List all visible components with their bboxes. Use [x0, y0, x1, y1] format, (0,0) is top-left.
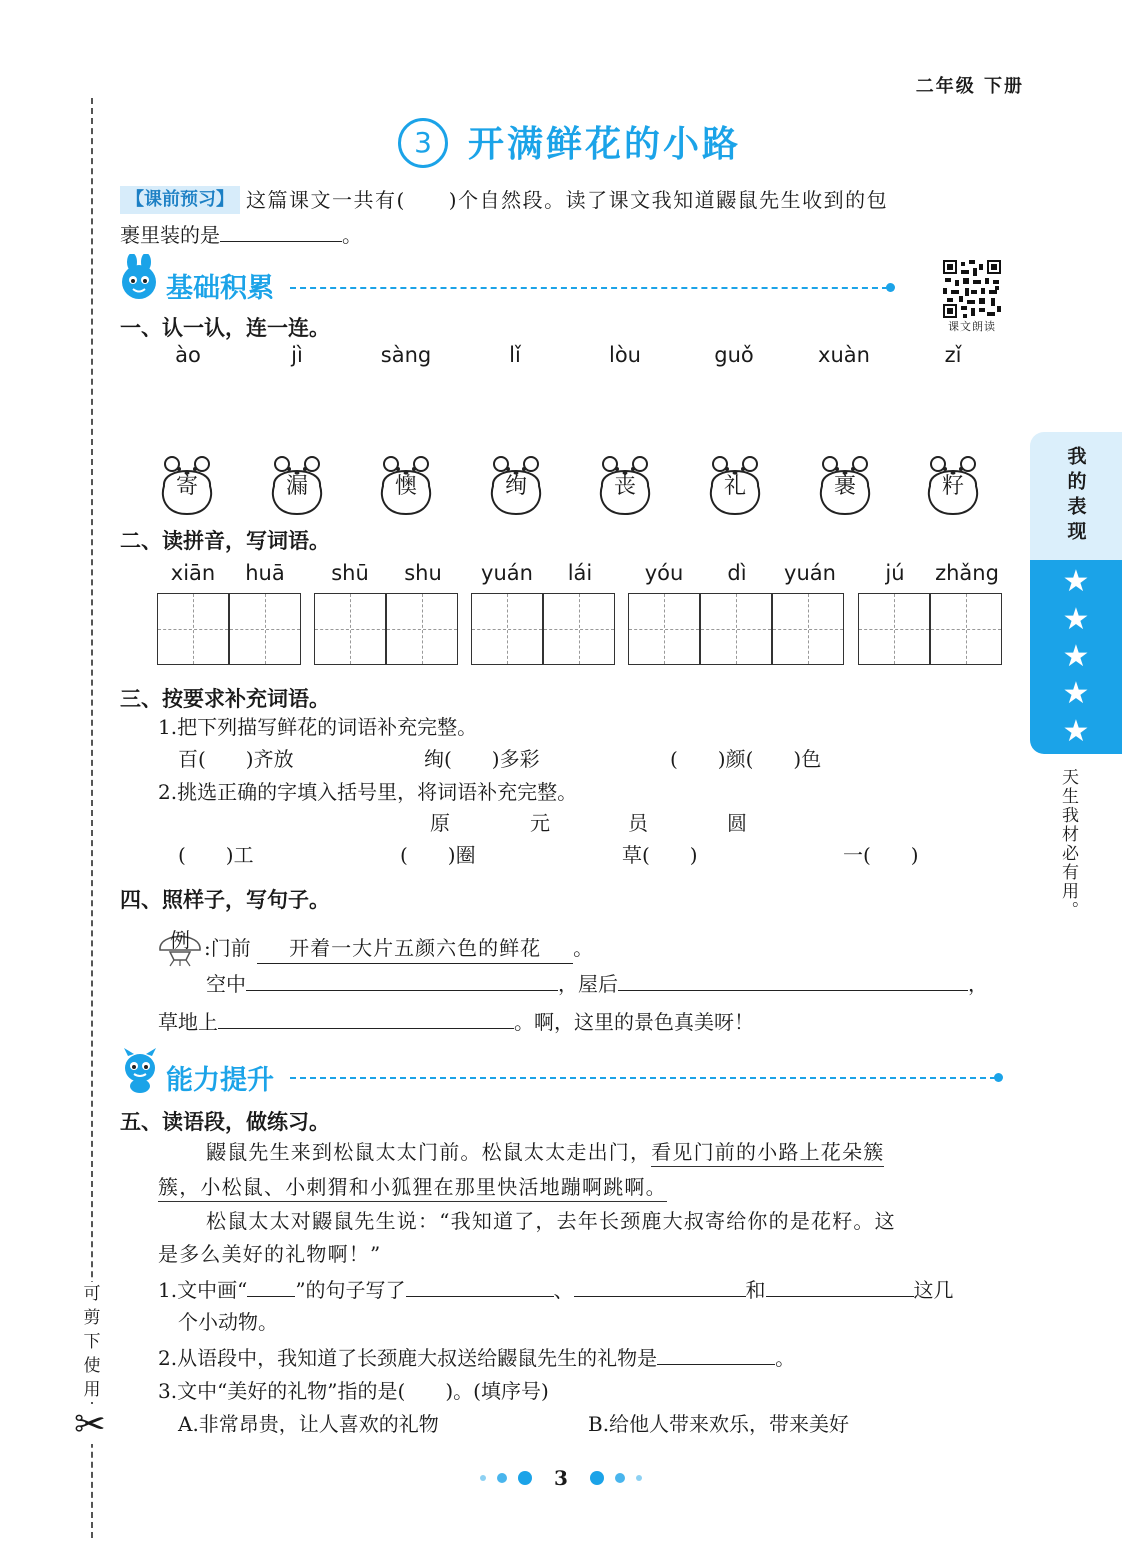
writing-cell[interactable]: [858, 593, 930, 665]
q1-title: 一、认一认，连一连。: [120, 316, 330, 340]
q3-item[interactable]: 一( ): [843, 843, 919, 867]
q5-blank[interactable]: [766, 1274, 914, 1297]
q2-pinyin: yuán: [481, 561, 533, 585]
q4-blank[interactable]: [618, 968, 968, 991]
mascot-icon: [118, 254, 160, 302]
writing-cell[interactable]: [229, 593, 301, 665]
divider-dot: [886, 283, 895, 292]
writing-cell[interactable]: [543, 593, 615, 665]
q2-pinyin: yóu: [644, 561, 684, 585]
q3-item[interactable]: ( )圈: [400, 843, 476, 867]
star-icon[interactable]: ★: [1062, 564, 1090, 600]
q3-title: 三、按要求补充词语。: [120, 687, 330, 711]
q1-pinyin: zǐ: [944, 343, 962, 367]
section-divider: [290, 287, 888, 289]
q5-blank[interactable]: [657, 1342, 775, 1365]
page-number: 3: [554, 1466, 568, 1490]
char-card[interactable]: 籽: [922, 452, 984, 520]
q2-pinyin: zhǎng: [935, 561, 999, 585]
q3-option: 原: [430, 811, 450, 835]
performance-panel: [1030, 432, 1122, 754]
performance-label-box: [1030, 432, 1122, 560]
q3-option: 员: [628, 811, 648, 835]
dot-icon: [615, 1473, 625, 1483]
writing-cell[interactable]: [386, 593, 458, 665]
q3-item[interactable]: 绚( )多彩: [424, 747, 540, 771]
q5-paragraph2b: 是多么美好的礼物啊！”: [158, 1242, 382, 1266]
lesson-number: 3: [398, 118, 448, 168]
qr-caption: 课文朗读: [948, 320, 996, 333]
q1-pinyin: lǐ: [509, 343, 521, 367]
q5-option-a[interactable]: A.非常昂贵，让人喜欢的礼物: [178, 1412, 439, 1436]
char-card[interactable]: 寄: [156, 452, 218, 520]
q2-title: 二、读拼音，写词语。: [120, 529, 330, 553]
q5-sub1: 1.文中画“ ”的句子写了 、 和 这几: [158, 1274, 954, 1305]
q2-pinyin: xiān: [170, 561, 216, 585]
writing-cell[interactable]: [157, 593, 229, 665]
example-line: :门前 开着一大片五颜六色的鲜花 。: [204, 933, 593, 964]
example-tag: 例: [170, 928, 190, 952]
dot-icon: [636, 1475, 642, 1481]
scissors-icon: ✂: [74, 1402, 106, 1446]
q2-pinyin: shu: [404, 561, 442, 585]
q3-option: 元: [530, 811, 550, 835]
char-card[interactable]: 绚: [485, 452, 547, 520]
q2-pinyin: huā: [245, 561, 285, 585]
writing-cell[interactable]: [700, 593, 772, 665]
q5-sub2: 2.从语段中，我知道了长颈鹿大叔送给鼹鼠先生的礼物是 。: [158, 1342, 795, 1373]
q3-item[interactable]: 草( ): [622, 843, 698, 867]
q3-item[interactable]: ( )颜( )色: [670, 747, 822, 771]
char-card[interactable]: 漏: [266, 452, 328, 520]
q3-item[interactable]: ( )工: [178, 843, 254, 867]
q4-line2: 草地上 。啊，这里的景色真美呀！: [158, 1006, 754, 1037]
star-rating[interactable]: [1030, 560, 1122, 754]
q3-item[interactable]: 百( )齐放: [178, 747, 294, 771]
q2-pinyin: yuán: [784, 561, 836, 585]
preview-blank[interactable]: [220, 219, 342, 242]
writing-cell[interactable]: [772, 593, 844, 665]
writing-cell[interactable]: [471, 593, 543, 665]
q5-sub1b: 个小动物。: [178, 1310, 278, 1334]
writing-cell[interactable]: [314, 593, 386, 665]
q4-blank[interactable]: [218, 1006, 514, 1029]
q5-blank[interactable]: [574, 1274, 746, 1297]
dot-icon: [497, 1473, 507, 1483]
star-icon[interactable]: ★: [1062, 676, 1090, 712]
q5-sub3: 3.文中“美好的礼物”指的是( )。(填序号): [158, 1379, 549, 1403]
q3-option: 圆: [727, 811, 747, 835]
preview-tag: 【课前预习】: [120, 186, 240, 214]
char-card[interactable]: 裹: [814, 452, 876, 520]
dot-icon: [480, 1475, 486, 1481]
q3-sub2: 2.挑选正确的字填入括号里，将词语补充完整。: [158, 780, 578, 804]
performance-label: 我的表现: [1064, 446, 1087, 546]
q1-pinyin: sàng: [380, 343, 432, 367]
q2-pinyin: dì: [727, 561, 747, 585]
q4-title: 四、照样子，写句子。: [120, 888, 330, 912]
q4-blank[interactable]: [246, 968, 558, 991]
page-number-bar: [0, 1466, 1122, 1490]
q2-pinyin: jú: [885, 561, 905, 585]
q5-option-b[interactable]: B.给他人带来欢乐，带来美好: [588, 1412, 850, 1436]
writing-cell[interactable]: [930, 593, 1002, 665]
section-basic-title: 基础积累: [166, 273, 274, 304]
q1-pinyin: lòu: [609, 343, 641, 367]
q4-line1: 空中 ，屋后 ，: [206, 968, 988, 999]
q1-pinyin: jì: [291, 343, 303, 367]
q5-title: 五、读语段，做练习。: [120, 1110, 330, 1134]
q5-paragraph1b: 簇，小松鼠、小刺猬和小狐狸在那里快活地蹦啊跳啊。: [158, 1172, 667, 1202]
q2-pinyin: lái: [567, 561, 593, 585]
section-ability-title: 能力提升: [166, 1065, 274, 1096]
q1-pinyin: ào: [175, 343, 201, 367]
q1-pinyin: xuàn: [818, 343, 870, 367]
motto: 天生我材必有用。: [1058, 768, 1078, 920]
section-divider: [290, 1077, 996, 1079]
divider-dot: [994, 1073, 1003, 1082]
preview-line2: 裹里装的是 。: [120, 219, 362, 250]
grade-label: 二年级 下册: [915, 76, 1024, 97]
star-icon[interactable]: ★: [1062, 713, 1090, 749]
cut-label: 可剪下使用: [80, 1282, 104, 1402]
dot-icon: [518, 1471, 532, 1485]
q5-blank[interactable]: [406, 1274, 554, 1297]
q2-pinyin: shū: [331, 561, 369, 585]
char-card[interactable]: 礼: [704, 452, 766, 520]
star-icon[interactable]: ★: [1062, 601, 1090, 637]
char-card[interactable]: 懊: [375, 452, 437, 520]
q3-sub1: 1.把下列描写鲜花的词语补充完整。: [158, 715, 478, 739]
q5-paragraph1: 鼹鼠先生来到松鼠太太门前。松鼠太太走出门，看见门前的小路上花朵簇: [206, 1137, 884, 1167]
dot-icon: [590, 1471, 604, 1485]
q1-pinyin: guǒ: [714, 343, 754, 367]
preview-line1: 这篇课文一共有( )个自然段。读了课文我知道鼹鼠先生收到的包: [246, 188, 889, 212]
star-icon[interactable]: ★: [1062, 638, 1090, 674]
char-card[interactable]: 丧: [594, 452, 656, 520]
q5-paragraph2: 松鼠太太对鼹鼠先生说：“我知道了，去年长颈鹿大叔寄给你的是花籽。这: [206, 1209, 896, 1233]
mascot-icon: [118, 1046, 162, 1094]
writing-cell[interactable]: [628, 593, 700, 665]
page-title: 开满鲜花的小路: [468, 124, 742, 165]
qr-code-icon[interactable]: [941, 258, 1003, 320]
